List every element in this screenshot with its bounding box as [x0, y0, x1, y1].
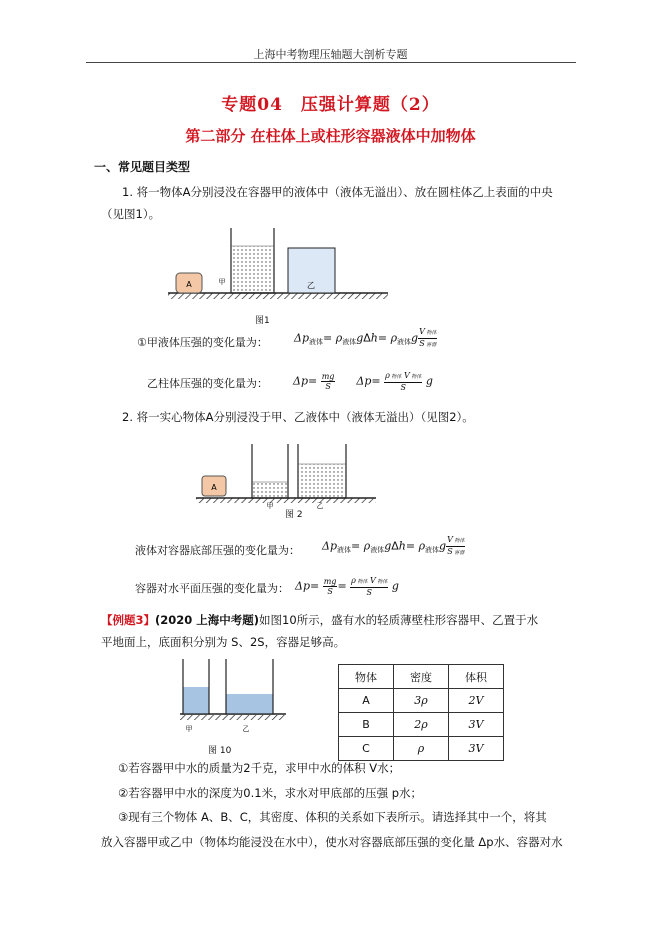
- item1-formula2-label: 乙柱体压强的变化量为：: [147, 377, 268, 390]
- table-header: 体积: [449, 665, 504, 689]
- question-2: ②若容器甲中水的深度为0.1米，求水对甲底部的压强 p水；: [118, 786, 423, 800]
- table-cell: 3ρ: [394, 689, 449, 713]
- section-heading: 一、常见题目类型: [94, 160, 191, 174]
- doc-title: 专题04 压强计算题（2）: [221, 95, 440, 115]
- fig2-label-a: A: [211, 483, 217, 492]
- question-3a: ③现有三个物体 A、B、C，其密度、体积的关系如下表所示。请选择其中一个，将其: [118, 810, 547, 824]
- item1-formula1: Δp液体= ρ液体gΔh= ρ液体g $\frac{\text{V 物体}}{\text{S 容器}}$: [294, 327, 437, 348]
- water-jia: [183, 687, 209, 714]
- header-divider: [86, 62, 576, 63]
- liquid-jia-2: [253, 482, 288, 498]
- fig1-label-a: A: [186, 280, 192, 289]
- page-header: 上海中考物理压轴题大剖析专题: [253, 48, 408, 61]
- water-yi: [226, 694, 273, 714]
- item1-formula1-label: ①甲液体压强的变化量为：: [137, 336, 268, 349]
- fig10-label-jia: 甲: [185, 725, 193, 733]
- table-header: 密度: [394, 665, 449, 689]
- item2-text: 2. 将一实心物体A分别浸没于甲、乙液体中（液体无溢出）（见图2）。: [122, 410, 474, 424]
- question-1: ①若容器甲中水的质量为2千克，求甲中水的体积 V水；: [118, 761, 401, 775]
- table-cell: ρ: [394, 737, 449, 761]
- item1-text-b: （见图1）。: [101, 207, 161, 221]
- table-cell: 2ρ: [394, 713, 449, 737]
- figure-1: [168, 224, 388, 306]
- fig1-label-yi: 乙: [307, 281, 315, 290]
- example-text-b: 平地面上，底面积分别为 S、2S，容器足够高。: [101, 635, 346, 649]
- fig1-label-jia: 甲: [218, 278, 226, 286]
- table-header: 物体: [339, 665, 394, 689]
- fig2-label-yi: 乙: [316, 502, 324, 510]
- ground-hatch-10: [180, 715, 286, 720]
- example-tag: 【例题3】: [101, 613, 156, 627]
- liquid-jia: [232, 246, 274, 293]
- table-cell: C: [339, 737, 394, 761]
- item2-formula2-label: 容器对水平面压强的变化量为：: [135, 582, 289, 595]
- figure-10-caption: 图 10: [208, 746, 232, 756]
- example-source: (2020 上海中考题): [155, 613, 260, 627]
- item2-formula2: Δp= $\frac{mg}{S}$ = $\frac{\text{ρ 物体 V 物体}}{S}$ g: [295, 576, 399, 597]
- table-cell: 2V: [449, 689, 504, 713]
- fig10-label-yi: 乙: [242, 725, 250, 733]
- figure-1-caption: 图1: [255, 316, 270, 326]
- table-cell: 3V: [449, 713, 504, 737]
- table-row: [339, 689, 504, 713]
- table-cell: A: [339, 689, 394, 713]
- table-cell: B: [339, 713, 394, 737]
- item1-formula2: Δp= $\frac{mg}{S}$ Δp= $\frac{\text{ρ 物体 V 物体}}{S}$ g: [293, 371, 433, 392]
- example-text-a: 如图10所示，盛有水的轻质薄壁柱形容器甲、乙置于水: [259, 613, 539, 627]
- figure-2-caption: 图 2: [285, 510, 303, 520]
- item2-formula1-label: 液体对容器底部压强的变化量为：: [135, 544, 300, 557]
- ground-hatch: [168, 293, 388, 299]
- item2-formula1: Δp液体= ρ液体gΔh= ρ液体g $\frac{\text{V 物体}}{\text{S 容器}}$: [322, 535, 465, 556]
- table-row: [339, 713, 504, 737]
- question-3b: 放入容器甲或乙中（物体均能浸没在水中），使水对容器底部压强的变化量 Δp水、容器对水: [101, 835, 563, 849]
- properties-table: [338, 664, 504, 761]
- figure-10: [172, 657, 288, 739]
- example-intro: [101, 610, 538, 631]
- table-cell: 3V: [449, 737, 504, 761]
- fig2-label-jia: 甲: [266, 502, 274, 510]
- table-row: [339, 737, 504, 761]
- table-header-row: [339, 665, 504, 689]
- doc-subtitle: 第二部分 在柱体上或柱形容器液体中加物体: [185, 127, 476, 145]
- item1-text-a: 1. 将一物体A分别浸没在容器甲的液体中（液体无溢出）、放在圆柱体乙上表面的中央: [122, 185, 553, 199]
- liquid-yi-2: [299, 464, 346, 498]
